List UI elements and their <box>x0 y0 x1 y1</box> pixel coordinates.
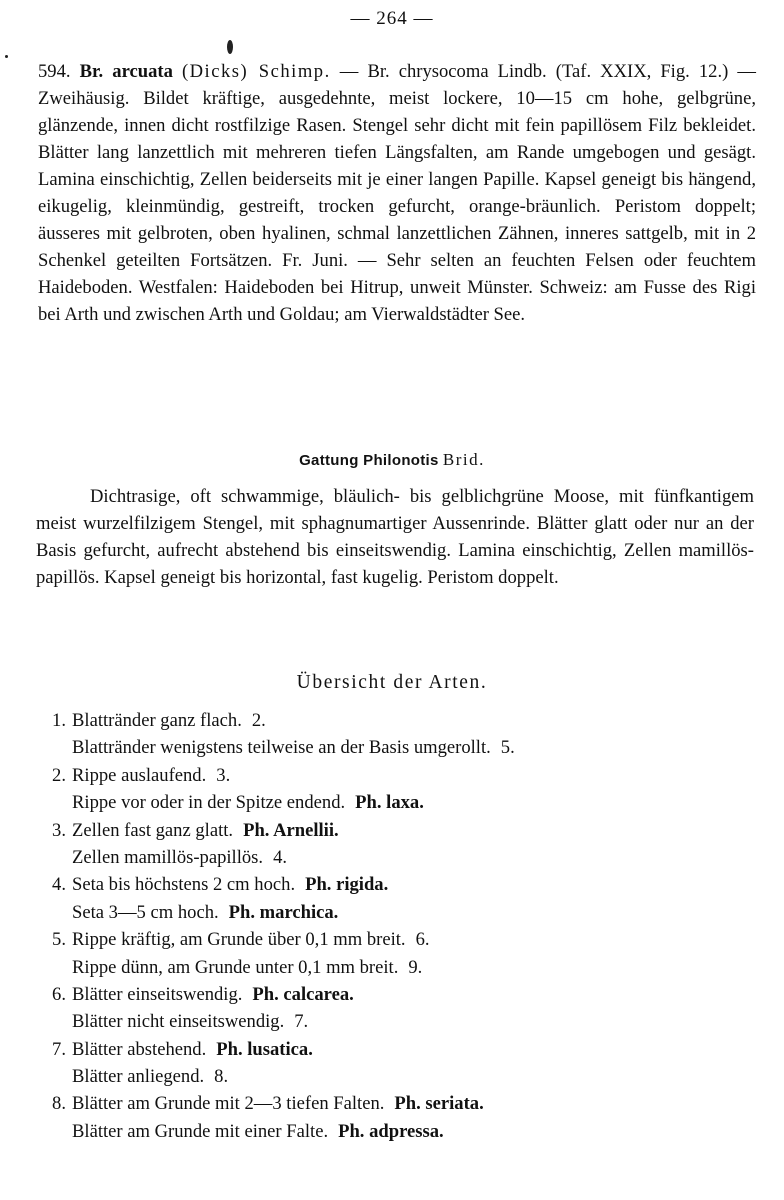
key-row-target: 5. <box>500 737 515 759</box>
key-row-target: 6. <box>415 929 430 951</box>
key-row-text: Zellen fast ganz glatt. <box>72 819 234 841</box>
key-row-text-group <box>72 1090 484 1117</box>
key-row-number: 6. <box>52 983 66 1005</box>
key-row-text-group <box>72 844 287 871</box>
key-row-text-group <box>72 1118 444 1145</box>
key-row-number: 2. <box>52 764 66 786</box>
key-row-number: 3. <box>52 819 66 841</box>
ink-speck <box>5 55 8 58</box>
key-row-text: Blätter einseitswendig. <box>72 983 243 1005</box>
key-title: Übersicht der Arten. <box>296 672 488 693</box>
key-row-target: 3. <box>216 764 231 786</box>
key-row-text: Rippe auslaufend. <box>72 764 207 786</box>
key-row <box>32 1036 752 1063</box>
entry-genus-abbr: Br. <box>79 61 104 82</box>
key-row-target: 7. <box>294 1011 309 1033</box>
key-row-species: Ph. seriata. <box>394 1093 484 1115</box>
key-row <box>32 1008 752 1035</box>
key-row-target: 9. <box>408 956 423 978</box>
key-row-text: Rippe kräftig, am Grunde über 0,1 mm breit. <box>72 929 406 951</box>
key-row <box>32 954 752 981</box>
key-row-target: 2. <box>251 710 266 731</box>
key-row-text: Rippe dünn, am Grunde unter 0,1 mm breit. <box>72 956 399 978</box>
key-row-text-group <box>72 789 424 816</box>
key-row-text: Blätter am Grunde mit einer Falte. <box>72 1120 329 1142</box>
key-row <box>32 734 752 761</box>
key-row <box>32 707 752 734</box>
key-row-text-group <box>72 899 338 926</box>
key-row-text: Rippe vor oder in der Spitze endend. <box>72 792 346 814</box>
key-row-species: Ph. calcarea. <box>252 983 354 1005</box>
entry-species-name: arcuata <box>112 61 173 82</box>
key-row-number: 8. <box>52 1093 66 1115</box>
key-row-text: Blätter abstehend. <box>72 1038 207 1060</box>
key-row-text-group <box>72 707 266 734</box>
genus-heading <box>0 450 784 470</box>
key-row-species: Ph. Arnellii. <box>243 819 339 841</box>
key-row-text: Blätter anliegend. <box>72 1066 205 1088</box>
key-row <box>32 981 752 1008</box>
key-row-text-group <box>72 981 354 1008</box>
key-row-species: Ph. laxa. <box>355 792 424 814</box>
genus-label: Gattung Philonotis <box>299 452 439 469</box>
key-row-text: Blätter nicht einseitswendig. <box>72 1011 285 1033</box>
key-row <box>32 926 752 953</box>
key-row-text-group <box>72 1008 308 1035</box>
key-row-species: Ph. lusatica. <box>216 1038 313 1060</box>
species-key <box>32 707 752 1145</box>
entry-number: 594. <box>38 61 71 82</box>
genus-description: Dichtrasige, oft schwammige, bläulich- bis gelblichgrüne Moose, mit fünfkantigem meist wurzelfilzigem Stengel, mit sphagnumartiger Aussenrinde. Blätter glatt oder nur an der Basis gefurcht, aufrecht abstehend bis einseitswendig. Lamina einschichtig, Zellen mamillös-papillös. Kapsel geneigt bis horizontal, fast kugelig. Peristom doppelt. <box>36 486 754 588</box>
key-row <box>32 789 752 816</box>
key-row <box>32 844 752 871</box>
key-row <box>32 1118 752 1145</box>
key-row-species: Ph. rigida. <box>305 874 389 896</box>
entry-author: (Dicks) Schimp. <box>181 61 331 82</box>
key-row-number: 7. <box>52 1038 66 1060</box>
key-row-text: Blätter am Grunde mit 2—3 tiefen Falten. <box>72 1093 385 1115</box>
key-row-text-group <box>72 954 422 981</box>
key-row-text: Blattränder wenigstens teilweise an der Basis umgerollt. <box>72 737 491 759</box>
key-row-number: 5. <box>52 929 66 951</box>
species-entry-594 <box>38 58 756 328</box>
key-row <box>32 817 752 844</box>
key-row <box>32 762 752 789</box>
key-row-number: 1. <box>52 710 66 731</box>
key-row <box>32 899 752 926</box>
key-row <box>32 871 752 898</box>
key-row-species: Ph. marchica. <box>228 901 339 923</box>
key-row-text: Seta 3—5 cm hoch. <box>72 901 219 923</box>
key-row <box>32 1090 752 1117</box>
entry-text: — Br. chrysocoma Lindb. (Taf. XXIX, Fig. 12.) — Zweihäusig. Bildet kräftige, ausgedehnte, meist lockere, 10—15 cm hohe, gelbgrüne, glänzende, innen dicht rostfilzige Rasen. Stengel sehr dicht mit fein papillösem Filz bekleidet. Blätter lang lanzettlich mit mehreren tiefen Längsfalten, am Rande umgebogen und gesägt. Lamina einschichtig, Zellen beiderseits mit je einer langen Papille. Kapsel geneigt bis hängend, eikugelig, kleinmündig, gestreift, trocken gefurcht, orange-bräunlich. Peristom doppelt; äusseres mit gelbroten, oben hyalinen, schmal lanzettlichen Zähnen, inneres sattgelb, mit in 2 Schenkel geteilten Fortsätzen. Fr. Juni. — Sehr selten an feuchten Felsen oder feuchtem Haideboden. Westfalen: Haideboden bei Hitrup, unweit Münster. Schweiz: am Fusse des Rigi bei Arth und zwischen Arth und Goldau; am Vierwaldstädter See. <box>38 61 756 325</box>
ink-speck <box>227 40 233 54</box>
key-row-text: Seta bis höchstens 2 cm hoch. <box>72 874 296 896</box>
key-row-number: 4. <box>52 874 66 896</box>
key-row-species: Ph. adpressa. <box>338 1120 444 1142</box>
key-row-target: 4. <box>273 846 288 868</box>
key-row-text-group <box>72 926 430 953</box>
key-row-text-group <box>72 1036 313 1063</box>
key-row-text-group <box>72 1063 228 1090</box>
key-row-text-group <box>72 734 515 761</box>
page-number: — 264 — <box>350 8 434 29</box>
key-row-text: Zellen mamillös-papillös. <box>72 846 264 868</box>
key-row-text-group <box>72 762 230 789</box>
key-row-target: 8. <box>214 1066 229 1088</box>
genus-author: Brid. <box>442 450 485 469</box>
key-row-text-group <box>72 871 388 898</box>
key-row-text: Blattränder ganz flach. <box>72 710 242 731</box>
key-row <box>32 1063 752 1090</box>
key-row-text-group <box>72 817 339 844</box>
